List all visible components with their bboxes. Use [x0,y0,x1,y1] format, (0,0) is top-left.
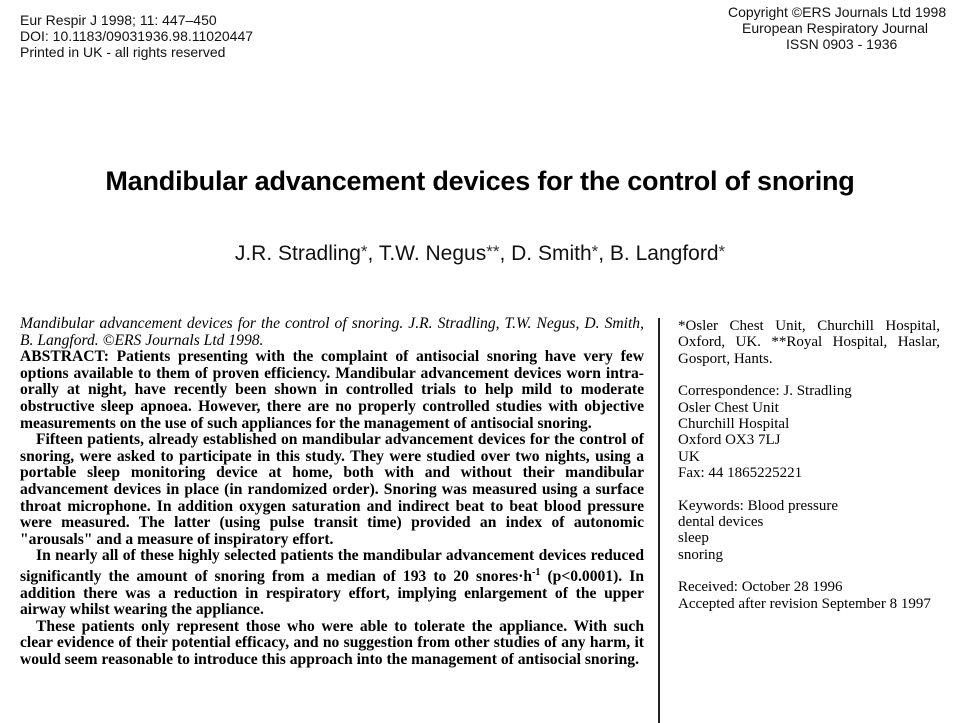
abstract-paragraph-1 [20,349,644,432]
affiliation-mark: * [360,242,368,261]
keyword-line: Keywords: Blood pressure [678,497,838,514]
issn-line: ISSN 0903 - 1936 [786,36,898,52]
correspondence-line: Oxford OX3 7LJ [678,432,781,449]
received-date: Received: October 28 1996 [678,579,843,596]
affiliation-mark: * [718,242,726,261]
journal-name: European Respiratory Journal [742,20,928,36]
author-name: J.R. Stradling [234,242,361,265]
abstract-paragraph-2: Fifteen patients, already established on mandibular advancement devices for the control of snoring, were asked to participate in this study. They were studied over two nights, using a portable sleep monitoring device at home, both with and without their mandibular advancement devices in place (in randomized order). Snoring was measured using a surface throat microphone. In addition oxygen saturation and indirect beat to beat blood pressure were measured. The latter (using pulse transit time) provided an index of autonomic "arousals" and a measure of inspiratory effort. [20,431,644,548]
dates-block [678,579,940,612]
affiliation-mark: ** [486,242,500,261]
keywords-block [678,498,940,564]
journal-citation-line: Eur Respir J 1998; 11: 447–450 [20,12,217,28]
author-separator: , [499,242,512,265]
doi-line: DOI: 10.1183/09031936.98.11020447 [20,28,254,44]
author-name: T.W. Negus [378,242,487,265]
printed-line: Printed in UK - all rights reserved [20,44,226,60]
accepted-date: Accepted after revision September 8 1997 [678,595,931,612]
abstract-text: Patients presenting with the complaint of antisocial snoring have very few options available to them of proven efficiency. Mandibular advancement devices worn intra-orally at night, have recently been shown in controlled trials to help mild to moderate obstructive sleep apnoea. However, there are no properly controlled studies with objective measurements on the use of such appliances for the management of antisocial snoring. [20,348,644,432]
citation-line: Mandibular advancement devices for the control of snoring. J.R. Stradling, T.W. Negus, D. Smith, B. Langford. ©ERS Journals Ltd 1998. [20,315,644,349]
author-separator: , [367,242,379,265]
affiliation-mark: * [591,242,599,261]
abstract-column [20,316,644,669]
correspondence-line: Churchill Hospital [678,416,790,433]
column-divider [658,318,660,723]
author-list [0,242,960,266]
abstract-label: ABSTRACT: [20,348,109,366]
copyright-line: Copyright ©ERS Journals Ltd 1998 [728,4,947,20]
correspondence-line: Osler Chest Unit [678,399,779,416]
correspondence-block [678,383,940,481]
abstract-text: (p<0.0001). In addition there was a reduction in respiratory effort, implying enlargement of the upper airway whilst wearing the appliance. [20,568,644,619]
author-name: D. Smith [511,242,592,265]
superscript: -1 [532,566,541,578]
correspondence-line: Fax: 44 1865225221 [678,465,803,482]
paper-title: Mandibular advancement devices for the control of snoring [105,166,855,196]
keyword-line: sleep [678,530,709,547]
abstract-text: In nearly all of these highly selected patients the mandibular advancement devices reduced significantly the amount of snoring from a median of 193 to 20 snores·h [20,547,644,586]
journal-header-left [20,12,253,60]
abstract-paragraph-4: These patients only represent those who were able to tolerate the appliance. With such clear evidence of their potential efficacy, and no suggestion from other studies of any harm, it would seem reasonable to introduce this approach into the management of antisocial snoring. [20,617,644,669]
author-separator: , [598,242,610,265]
sidebar-column [678,318,940,628]
correspondence-line: UK [678,448,700,465]
affiliations: *Osler Chest Unit, Churchill Hospital, Oxford, UK. **Royal Hospital, Haslar, Gosport, Hants. [678,318,940,367]
abstract-paragraph-3 [20,548,644,619]
journal-header-right [728,4,946,52]
keyword-line: dental devices [678,514,764,531]
keyword-line: snoring [678,546,723,563]
author-name: B. Langford [609,242,719,265]
correspondence-line: Correspondence: J. Stradling [678,383,852,400]
